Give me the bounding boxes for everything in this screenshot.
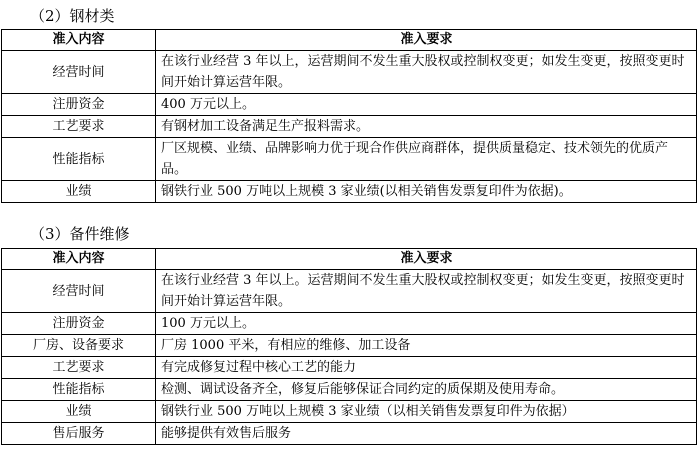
table-row xyxy=(2,51,697,94)
row-item: 厂房、设备要求 xyxy=(2,335,156,357)
row-item: 业绩 xyxy=(2,181,156,203)
row-item: 业绩 xyxy=(2,401,156,423)
row-requirement: 在该行业经营 3 年以上。运营期间不发生重大股权或控制权变更；如发生变更，按照变更时间开始计算运营年限。 xyxy=(156,270,697,313)
row-requirement: 有完成修复过程中核心工艺的能力 xyxy=(156,357,697,379)
header-admission-requirement: 准入要求 xyxy=(156,249,697,270)
table-row xyxy=(2,423,697,445)
table-row xyxy=(2,181,697,203)
row-requirement: 有钢材加工设备满足生产报料需求。 xyxy=(156,116,697,138)
row-requirement: 400 万元以上。 xyxy=(156,94,697,116)
row-item: 售后服务 xyxy=(2,423,156,445)
header-admission-content: 准入内容 xyxy=(2,30,156,51)
row-item: 注册资金 xyxy=(2,94,156,116)
table-row xyxy=(2,357,697,379)
table-row xyxy=(2,116,697,138)
row-item: 工艺要求 xyxy=(2,357,156,379)
section-title-steel: （2）钢材类 xyxy=(30,7,115,25)
row-requirement: 100 万元以上。 xyxy=(156,313,697,335)
header-admission-requirement: 准入要求 xyxy=(156,30,697,51)
row-item: 注册资金 xyxy=(2,313,156,335)
row-item: 经营时间 xyxy=(2,51,156,94)
section-title-spare-parts: （3）备件维修 xyxy=(30,225,130,243)
row-requirement: 厂区规模、业绩、品牌影响力优于现合作供应商群体，提供质量稳定、技术领先的优质产品。 xyxy=(156,138,697,181)
row-requirement: 厂房 1000 平米，有相应的维修、加工设备 xyxy=(156,335,697,357)
table-row xyxy=(2,94,697,116)
table-header-row xyxy=(2,249,697,270)
table-header-row xyxy=(2,30,697,51)
row-requirement: 在该行业经营 3 年以上，运营期间不发生重大股权或控制权变更；如发生变更，按照变更时间开始计算运营年限。 xyxy=(156,51,697,94)
steel-requirements-table xyxy=(1,29,697,203)
header-admission-content: 准入内容 xyxy=(2,249,156,270)
row-requirement: 钢铁行业 500 万吨以上规模 3 家业绩(以相关销售发票复印件为依据)。 xyxy=(156,181,697,203)
row-item: 性能指标 xyxy=(2,138,156,181)
spare-parts-requirements-table xyxy=(1,248,697,445)
table-row xyxy=(2,270,697,313)
table-row xyxy=(2,379,697,401)
table-row xyxy=(2,401,697,423)
row-item: 工艺要求 xyxy=(2,116,156,138)
table-row xyxy=(2,313,697,335)
table-row xyxy=(2,335,697,357)
row-requirement: 检测、调试设备齐全，修复后能够保证合同约定的质保期及使用寿命。 xyxy=(156,379,697,401)
row-item: 经营时间 xyxy=(2,270,156,313)
row-requirement: 钢铁行业 500 万吨以上规模 3 家业绩（以相关销售发票复印件为依据） xyxy=(156,401,697,423)
row-requirement: 能够提供有效售后服务 xyxy=(156,423,697,445)
table-row xyxy=(2,138,697,181)
row-item: 性能指标 xyxy=(2,379,156,401)
